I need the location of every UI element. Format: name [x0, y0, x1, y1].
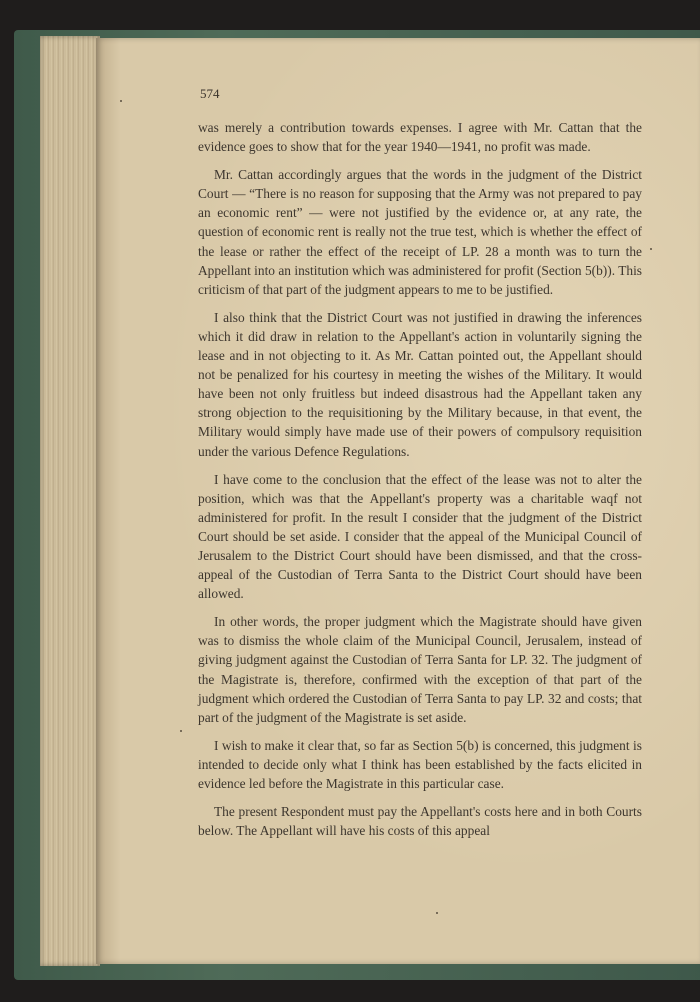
- page-body: [198, 118, 642, 840]
- paragraph: Mr. Cattan accordingly argues that the words in the judgment of the District Court — “There is no reason for supposing that the Army was not prepared to pay an economic rent” — were not justified by the evidence or, at any rate, the question of economic rent is really not the true test, which is whether the effect of the lease or rather the effect of the receipt of LP. 28 a month was to turn the Appellant into an institution which was administered for profit (Section 5(b)). This criticism of that part of the judgment appears to me to be justified.: [198, 167, 642, 297]
- paragraph: In other words, the proper judgment which the Magistrate should have given was to dismiss the whole claim of the Municipal Council, Jerusalem, instead of giving judgment against the Custodian of Terra Santa for LP. 32. The judgment of the Magistrate is, therefore, confirmed with the exception of that part of the judgment which ordered the Custodian of Terra Santa to pay LP. 32 and costs; that part of the judgment of the Magistrate is set aside.: [198, 614, 642, 725]
- paragraph: I also think that the District Court was not justified in drawing the inferences which it did draw in relation to the Appellant's action in voluntarily signing the lease and in not objecting to it. As Mr. Cattan pointed out, the Appellant should not be penalized for his courtesy in meeting the wishes of the Military. It would have been not only fruitless but indeed disastrous had the Appellant taken any strong objection to the requisitioning by the Military because, in that event, the Military would simply have made use of their powers of compulsory requisition under the various Defence Regulations.: [198, 309, 642, 459]
- paragraph: I wish to make it clear that, so far as Section 5(b) is concerned, this judgment is intended to decide only what I think has been established by the facts elicited in evidence led before the Magistrate in this particular case.: [198, 737, 642, 791]
- page-edges: [40, 36, 100, 966]
- paragraph: was merely a contribution towards expenses. I agree with Mr. Cattan that the evidence goes to show that for the year 1940—1941, no profit was made.: [198, 120, 642, 155]
- page-number: 574: [200, 86, 220, 101]
- paragraph: The present Respondent must pay the Appellant's costs here and in both Courts below. The Appellant will have his costs of this appeal: [198, 804, 642, 839]
- speck: [650, 248, 652, 250]
- speck: [180, 730, 182, 732]
- speck: [120, 100, 122, 102]
- speck: [436, 912, 438, 914]
- paragraph: I have come to the conclusion that the effect of the lease was not to alter the position, which was that the Appellant's property was a charitable waqf not administered for profit. In the result I consider that the judgment of the District Court should be set aside. I consider that the appeal of the Municipal Council of Jerusalem to the District Court should have been dismissed, and that the cross-appeal of the Custodian of Terra Santa to the District Court should have been allowed.: [198, 471, 642, 602]
